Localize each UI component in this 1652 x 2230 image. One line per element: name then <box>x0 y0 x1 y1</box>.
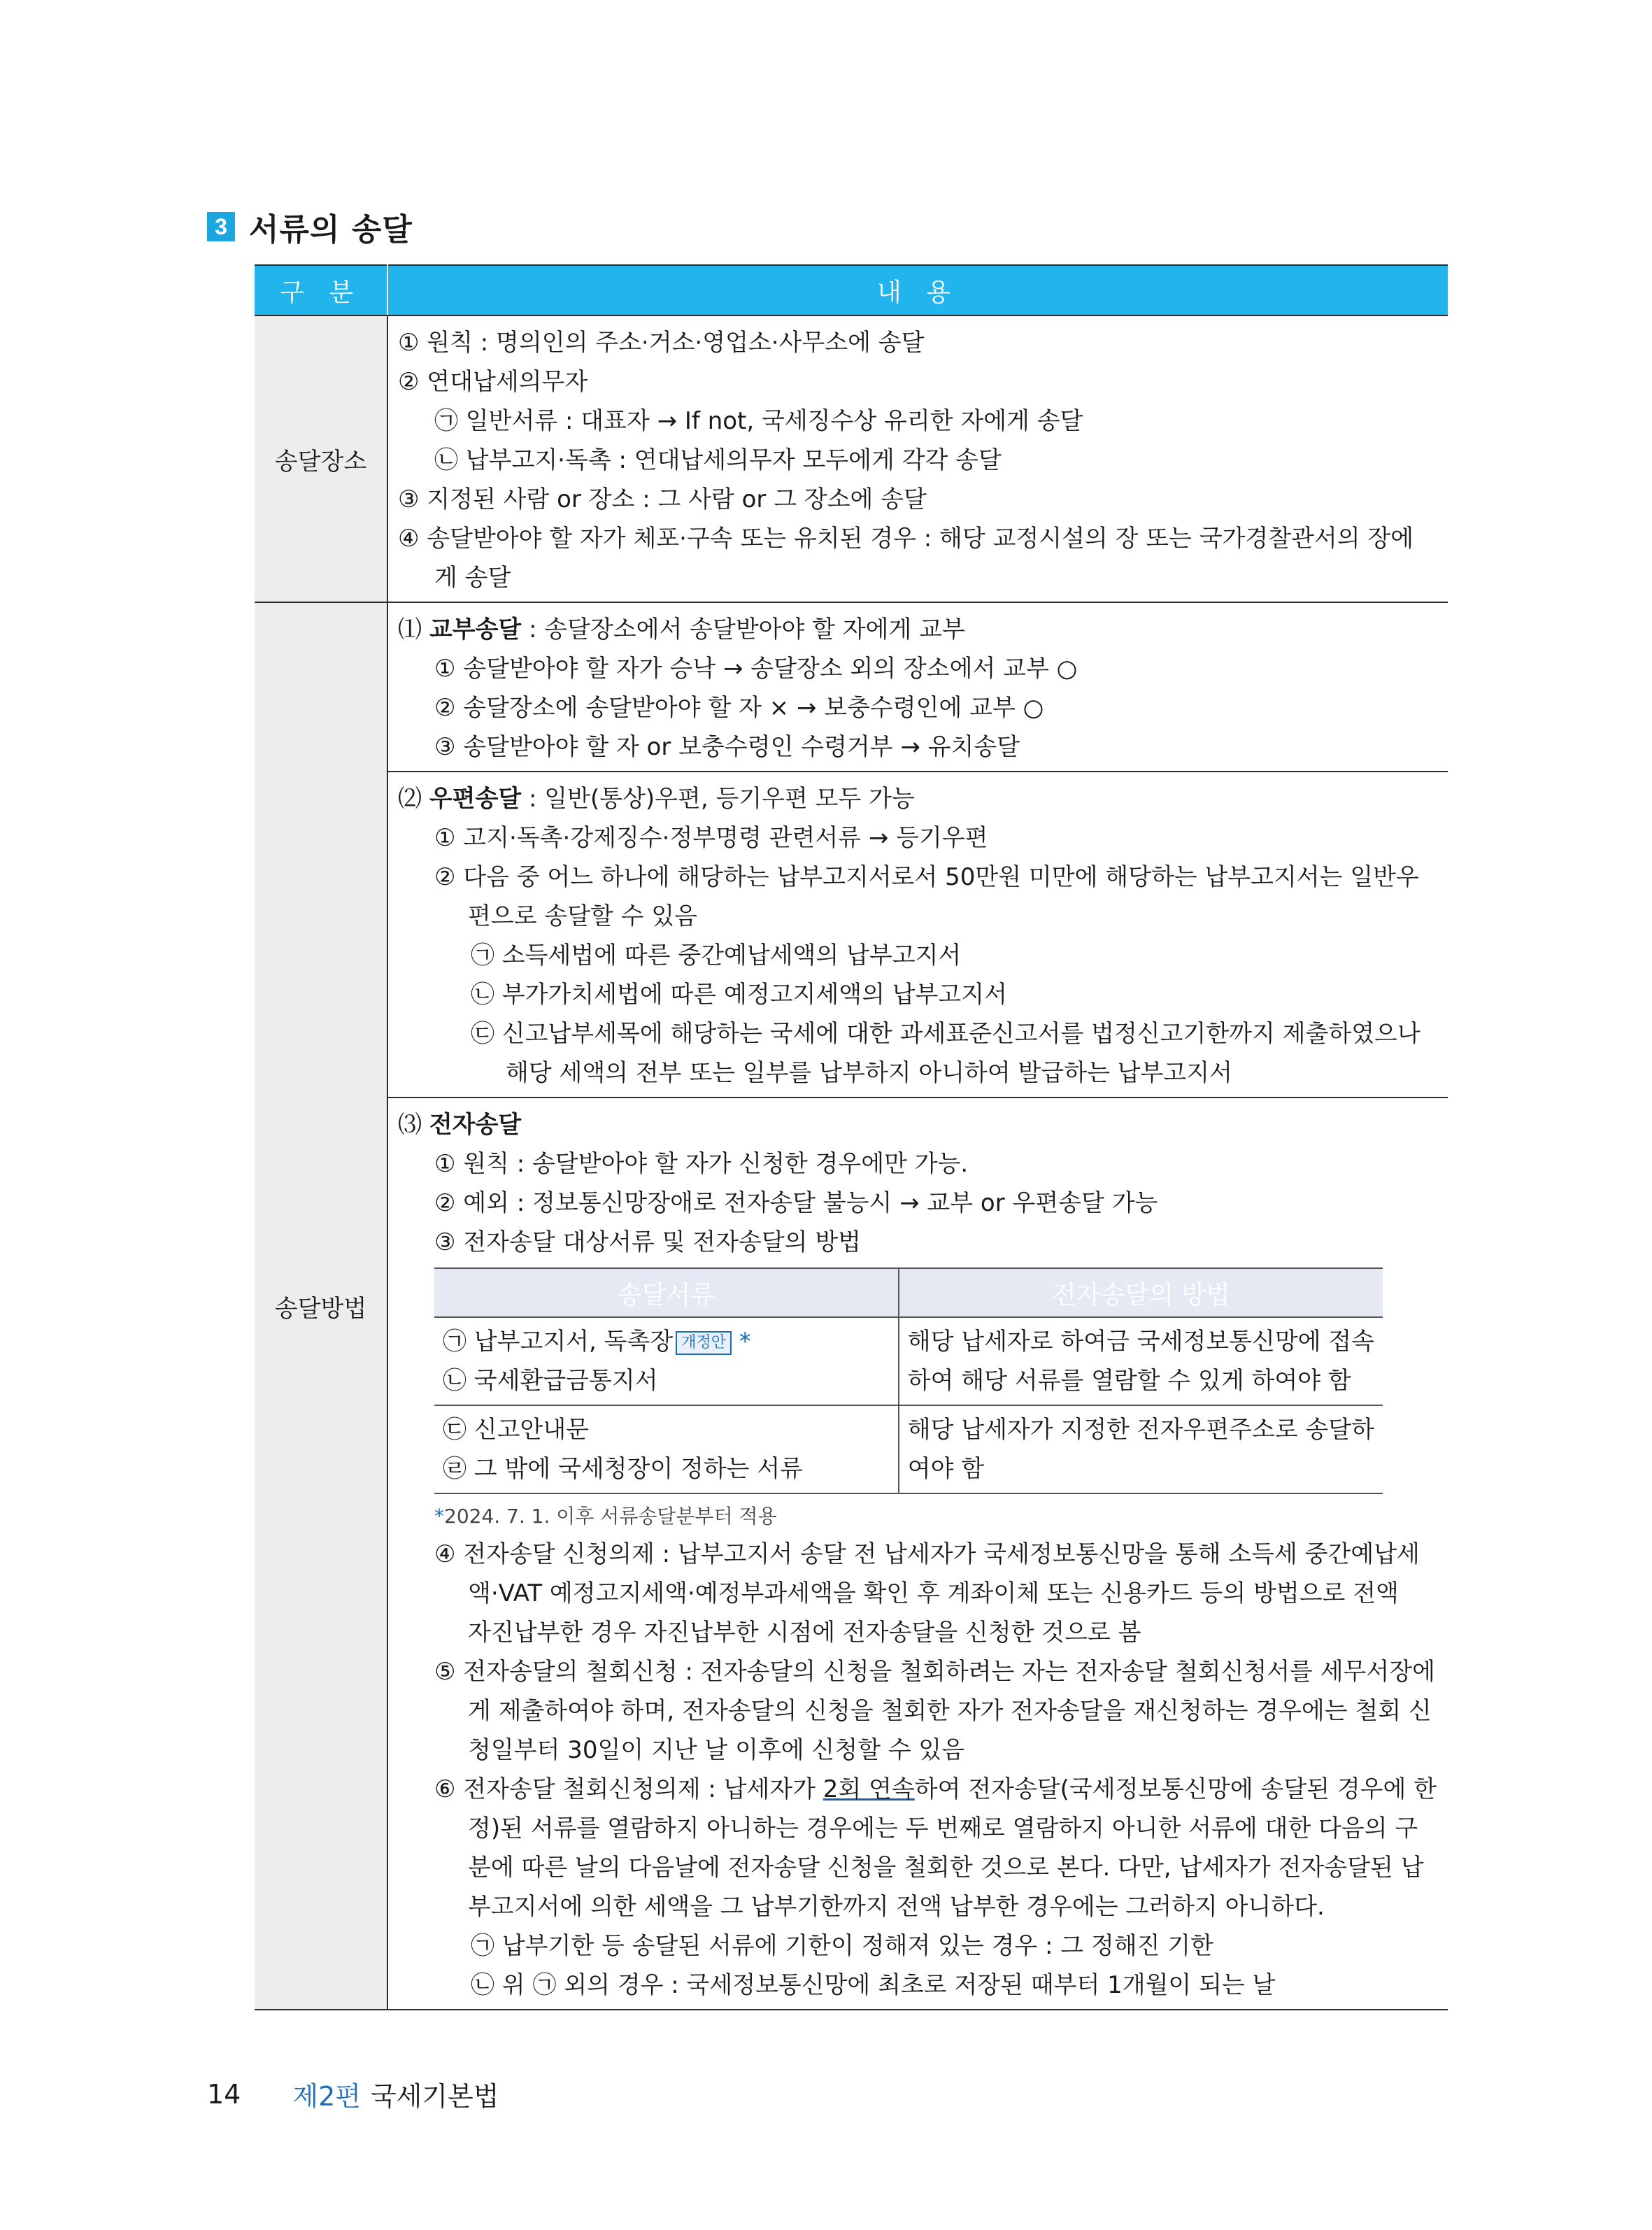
footnote-text: 2024. 7. 1. 이후 서류송달분부터 적용 <box>444 1505 777 1528</box>
text-line: 여야 함 <box>907 1455 985 1483</box>
section-title: 서류의 송달 <box>249 212 413 248</box>
text-line: 해당 납세자가 지정한 전자우편주소로 송달하 <box>907 1416 1374 1444</box>
text-line: 해당 납세자로 하여금 국세정보통신망에 접속 <box>907 1328 1374 1356</box>
text-line: ② 예외 : 정보통신망장애로 전자송달 불능시 → 교부 or 우편송달 가능 <box>434 1189 1158 1217</box>
text-line: 부고지서에 의한 세액을 그 납부기한까지 전액 납부한 경우에는 그러하지 아니하다. <box>468 1893 1325 1921</box>
doc-item: ㉠ 납부고지서, 독촉장 <box>443 1328 674 1356</box>
text-line: ㉡ 위 ㉠ 외의 경우 : 국세정보통신망에 최초로 저장된 때부터 1개월이 되는 날 <box>471 1971 1276 1999</box>
header-category: 구 분 <box>255 265 387 315</box>
inner-header-method: 전자송달의 방법 <box>899 1268 1383 1317</box>
inner-docs-cell <box>434 1317 899 1405</box>
doc-item: ㉡ 국세환급금통지서 <box>443 1367 658 1395</box>
row-method-upyeon <box>255 772 1448 1098</box>
subsection-heading <box>398 1105 1437 1144</box>
content-cell <box>387 602 1448 772</box>
content-cell <box>387 1098 1448 2010</box>
underlined-term: 2회 연속 <box>823 1775 915 1803</box>
text-line: 편으로 송달할 수 있음 <box>468 902 698 930</box>
text-line: 해당 세액의 전부 또는 일부를 납부하지 아니하여 발급하는 납부고지서 <box>506 1059 1232 1087</box>
text-line: ① 원칙 : 송달받아야 할 자가 신청한 경우에만 가능. <box>434 1150 969 1178</box>
footnote-marker: * <box>739 1328 751 1356</box>
inner-docs-cell <box>434 1405 899 1493</box>
subsection-title: 교부송달 <box>429 616 522 644</box>
text-line: ④ 전자송달 신청의제 : 납부고지서 송달 전 납세자가 국세정보통신망을 통해 소득세 중간예납세 <box>434 1540 1420 1568</box>
text-line: ④ 송달받아야 할 자가 체포·구속 또는 유치된 경우 : 해당 교정시설의 장 또는 국가경찰관서의 장에 <box>398 525 1414 553</box>
page-footer <box>207 2075 499 2113</box>
text-line: ㉢ 신고납부세목에 해당하는 국세에 대한 과세표준신고서를 법정신고기한까지 제출하였으나 <box>471 1020 1420 1048</box>
main-table <box>255 264 1448 2010</box>
chapter-label: 제2편 <box>292 2081 361 2112</box>
footnote <box>434 1498 1437 1535</box>
text-line <box>443 1322 890 1361</box>
text-line: ③ 지정된 사람 or 장소 : 그 사람 or 그 장소에 송달 <box>398 485 927 513</box>
text-line: ② 연대납세의무자 <box>398 368 588 396</box>
text-line: 액·VAT 예정고지세액·예정부과세액을 확인 후 계좌이체 또는 신용카드 등의 방법으로 전액 <box>468 1579 1399 1607</box>
doc-item: ㉣ 그 밖에 국세청장이 정하는 서류 <box>443 1455 804 1483</box>
inner-method-cell <box>899 1317 1383 1405</box>
text-line: ② 송달장소에 송달받아야 할 자 × → 보충수령인에 교부 ○ <box>434 694 1044 722</box>
inner-row <box>434 1317 1383 1405</box>
text-line: ① 송달받아야 할 자가 승낙 → 송달장소 외의 장소에서 교부 ○ <box>434 655 1078 683</box>
subsection-number: ⑶ <box>398 1111 422 1139</box>
text-line: 정)된 서류를 열람하지 아니하는 경우에는 두 번째로 열람하지 아니한 서류에 대한 다음의 구 <box>468 1814 1418 1842</box>
text-line: ① 고지·독촉·강제징수·정부명령 관련서류 → 등기우편 <box>434 824 988 852</box>
subsection-number: ⑴ <box>398 616 422 644</box>
text-line: ㉡ 부가가치세법에 따른 예정고지세액의 납부고지서 <box>471 981 1007 1009</box>
subsection-text: : 일반(통상)우편, 등기우편 모두 가능 <box>521 785 915 813</box>
inner-row <box>434 1405 1383 1493</box>
footnote-marker: * <box>434 1505 444 1528</box>
category-cell: 송달방법 <box>255 602 387 2010</box>
section-number: 3 <box>207 212 235 241</box>
text-line: 게 제출하여야 하며, 전자송달의 신청을 철회한 자가 전자송달을 재신청하는 경우에는 철회 신 <box>468 1697 1432 1725</box>
chapter-title: 국세기본법 <box>370 2081 499 2112</box>
page-number: 14 <box>207 2078 241 2110</box>
text-line: ㉠ 소득세법에 따른 중간예납세액의 납부고지서 <box>471 942 962 970</box>
section-heading <box>207 204 413 249</box>
text-line: 게 송달 <box>434 564 511 592</box>
subsection-text: : 송달장소에서 송달받아야 할 자에게 교부 <box>521 616 965 644</box>
doc-item: ㉢ 신고안내문 <box>443 1416 590 1444</box>
text-line: ② 다음 중 어느 하나에 해당하는 납부고지서로서 50만원 미만에 해당하는 납부고지서는 일반우 <box>434 863 1419 891</box>
subsection-number: ⑵ <box>398 785 422 813</box>
delivery-docs-table <box>434 1267 1383 1494</box>
text-line: ㉡ 납부고지·독촉 : 연대납세의무자 모두에게 각각 송달 <box>434 446 1002 474</box>
text-line: ③ 전자송달 대상서류 및 전자송달의 방법 <box>434 1228 862 1256</box>
subsection-heading <box>398 610 1437 649</box>
text-line: ① 원칙 : 명의인의 주소·거소·영업소·사무소에 송달 <box>398 329 925 357</box>
text-line: 자진납부한 경우 자진납부한 시점에 전자송달을 신청한 것으로 봄 <box>468 1619 1141 1647</box>
row-method-jeonja <box>255 1098 1448 2010</box>
subsection-title: 전자송달 <box>429 1111 522 1139</box>
subsection-heading <box>398 779 1437 818</box>
text-line <box>398 1770 1437 1809</box>
text-line: ③ 송달받아야 할 자 or 보충수령인 수령거부 → 유치송달 <box>434 733 1020 761</box>
text-line: 청일부터 30일이 지난 날 이후에 신청할 수 있음 <box>468 1736 965 1764</box>
content-cell <box>387 772 1448 1098</box>
inner-method-cell <box>899 1405 1383 1493</box>
subsection-title: 우편송달 <box>429 785 522 813</box>
text-span: ⑥ 전자송달 철회신청의제 : 납세자가 <box>434 1775 823 1803</box>
text-line: ⑤ 전자송달의 철회신청 : 전자송달의 신청을 철회하려는 자는 전자송달 철회신청서를 세무서장에 <box>434 1658 1435 1686</box>
row-place <box>255 315 1448 602</box>
header-content: 내 용 <box>387 265 1448 315</box>
text-line: ㉠ 납부기한 등 송달된 서류에 기한이 정해져 있는 경우 : 그 정해진 기한 <box>471 1932 1213 1960</box>
content-cell <box>387 315 1448 602</box>
text-span: 하여 전자송달(국세정보통신망에 송달된 경우에 한 <box>914 1775 1437 1803</box>
category-cell: 송달장소 <box>255 315 387 602</box>
text-line: ㉠ 일반서류 : 대표자 → If not, 국세징수상 유리한 자에게 송달 <box>434 407 1083 435</box>
inner-header-docs: 송달서류 <box>434 1268 899 1317</box>
text-line: 하여 해당 서류를 열람할 수 있게 하여야 함 <box>907 1367 1351 1395</box>
text-line: 분에 따른 날의 다음날에 전자송달 신청을 철회한 것으로 본다. 다만, 납세자가 전자송달된 납 <box>468 1854 1424 1882</box>
row-method-kyobu <box>255 602 1448 772</box>
revision-badge: 개정안 <box>676 1331 732 1355</box>
